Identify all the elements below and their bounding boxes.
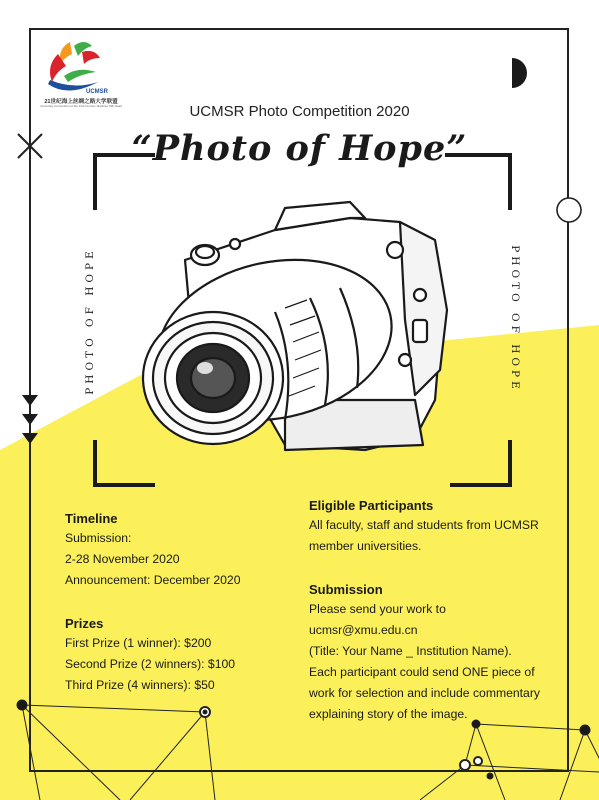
logo-sub-label: University Consortium of the 21st Century Maritime Silk Road <box>40 104 122 108</box>
side-text-left: PHOTO OF HOPE <box>84 247 96 395</box>
prize-line: Second Prize (2 winners): $100 <box>65 657 236 671</box>
triangle-arrow-icon <box>22 395 38 444</box>
submission-line: work for selection and include commentary <box>309 686 540 700</box>
logo-label: 21世纪海上丝绸之路大学联盟 <box>44 99 118 105</box>
timeline-line: Announcement: December 2020 <box>65 573 241 587</box>
prizes-list <box>65 633 235 696</box>
timeline-line: 2-28 November 2020 <box>65 552 180 566</box>
submission-line: (Title: Your Name _ Institution Name). <box>309 644 512 658</box>
logo-brand: UCMSR <box>86 89 108 95</box>
submission-list <box>309 599 540 725</box>
side-text-right: PHOTO OF HOPE <box>509 245 521 393</box>
eligible-line: All faculty, staff and students from UCMSR <box>309 518 539 532</box>
submission-line: Please send your work to <box>309 602 446 616</box>
prizes-heading: Prizes <box>65 616 104 631</box>
eligible-line: member universities. <box>309 539 422 553</box>
camera-illustration <box>135 200 455 460</box>
eligible-heading: Eligible Participants <box>309 498 434 513</box>
half-circle-icon <box>512 58 527 88</box>
submission-heading: Submission <box>309 582 383 597</box>
circle-outline-icon <box>557 198 581 222</box>
prize-line: First Prize (1 winner): $200 <box>65 636 212 650</box>
submission-line: explaining story of the image. <box>309 707 468 721</box>
submission-line: Each participant could send ONE piece of <box>309 665 535 679</box>
competition-title: “Photo of Hope” <box>131 128 468 169</box>
prize-line: Third Prize (4 winners): $50 <box>65 678 215 692</box>
competition-subtitle: UCMSR Photo Competition 2020 <box>189 103 410 120</box>
timeline-line: Submission: <box>65 531 132 545</box>
submission-email[interactable]: ucmsr@xmu.edu.cn <box>309 623 418 637</box>
eligible-list <box>309 515 539 557</box>
timeline-list <box>65 528 240 591</box>
timeline-heading: Timeline <box>65 511 118 526</box>
